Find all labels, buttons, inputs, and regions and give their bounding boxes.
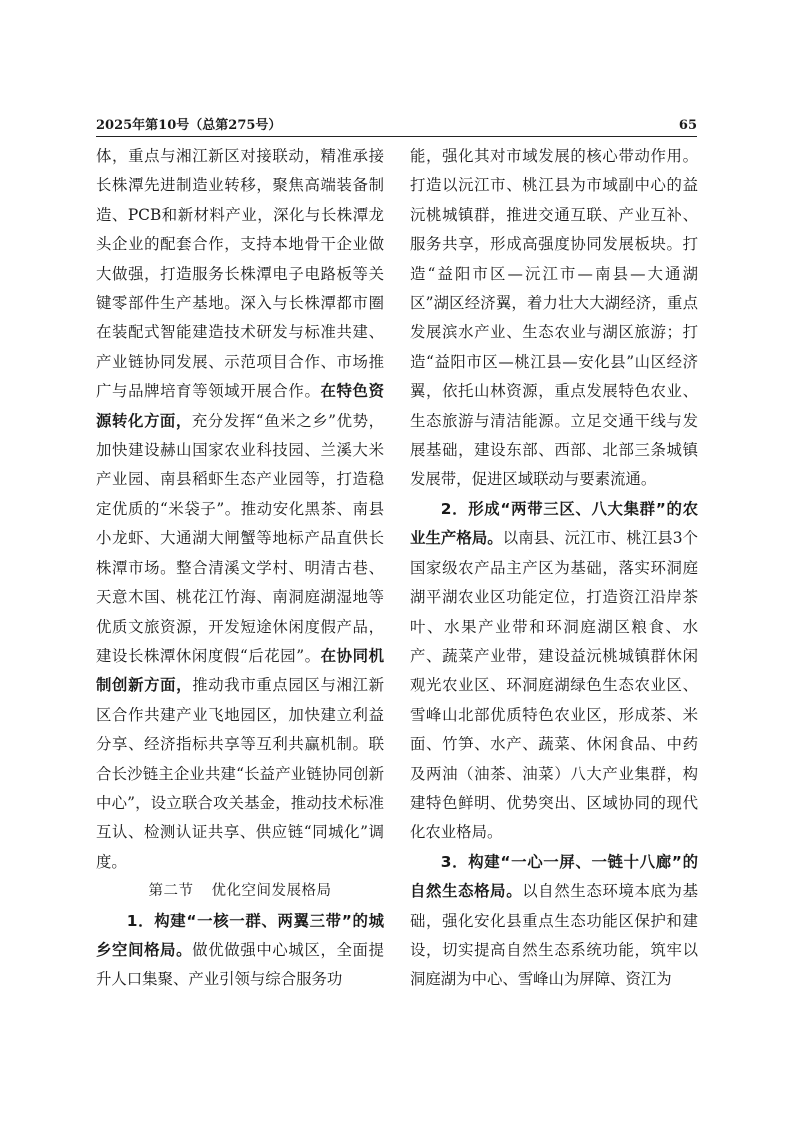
paragraph	[410, 495, 698, 848]
right-column	[410, 142, 698, 995]
left-column	[96, 142, 384, 995]
paragraph	[96, 907, 384, 995]
paragraph-text: 推动我市重点园区与湘江新区合作共建产业飞地园区，加快建立利益分享、经济指标共享等互利共赢机制。联合长沙链主企业共建“长益产业链协同创新中心”，设立联合攻关基金，推动技术标准互认、检测认证共享、供应链“同城化”调度。	[96, 676, 384, 871]
paragraph	[410, 848, 698, 995]
subsection-heading: 1．构建“一核一群、两翼三带”的城乡空间格局。	[96, 911, 384, 959]
section-number: 第二节	[148, 883, 194, 900]
paragraph	[410, 142, 698, 495]
section-title: 优化空间发展格局	[211, 883, 332, 900]
bold-lead: 在协同机制创新方面，	[96, 646, 384, 695]
paragraph-text: 能，强化其对市域发展的核心带动作用。打造以沅江市、桃江县为市域副中心的益沅桃城镇群，推进交通互联、产业互补、服务共享，形成高强度协同发展板块。打造“益阳市区—沅江市—南县—大通湖区”湖区经济翼，着力壮大大湖经济，重点发展滨水产业、生态农业与湖区旅游；打造“益阳市区—桃江县—安化县”山区经济翼，依托山林资源，重点发展特色农业、生态旅游与清洁能源。立足交通干线与发展基础，建设东部、西部、北部三条城镇发展带，促进区域联动与要素流通。	[410, 147, 698, 489]
running-header	[96, 118, 697, 137]
page-number: 65	[678, 118, 697, 133]
paragraph-text: 以自然生态环境本底为基础，强化安化县重点生态功能区保护和建设，切实提高自然生态系统功能，筑牢以洞庭湖为中心、雪峰山为屏障、资江为	[410, 882, 698, 989]
paragraph-text: 充分发挥“鱼米之乡”优势，加快建设赫山国家农业科技园、兰溪大米产业园、南县稻虾生态产业园等，打造稳定优质的“米袋子”。推动安化黑茶、南县小龙虾、大通湖大闸蟹等地标产品直供长株潭市场。整合清溪文学村、明清古巷、天意木国、桃花江竹海、南洞庭湖湿地等优质文旅资源，开发短途休闲度假产品，建设长株潭休闲度假“后花园”。	[96, 411, 384, 665]
bold-lead: 在特色资源转化方面，	[96, 382, 384, 430]
paragraph-text: 做优做强中心城区，全面提升人口集聚、产业引领与综合服务功	[96, 940, 384, 989]
issue-number: 2025年第10号（总第275号）	[96, 118, 282, 133]
paragraph	[96, 142, 384, 877]
section-heading	[96, 877, 384, 906]
subsection-heading: 2．形成“两带三区、八大集群”的农业生产格局。	[410, 499, 698, 548]
paragraph-text: 体，重点与湘江新区对接联动，精准承接长株潭先进制造业转移，聚焦高端装备制造、PCB和新材料产业，深化与长株潭龙头企业的配套合作，支持本地骨干企业做大做强，打造服务长株潭电子电路板等关键零部件生产基地。深入与长株潭都市圈在装配式智能建造技术研发与标准共建、产业链协同发展、示范项目合作、市场推广与品牌培育等领域开展合作。	[96, 147, 384, 401]
subsection-heading: 3．构建“一心一屏、一链十八廊”的自然生态格局。	[410, 852, 698, 901]
paragraph-text: 以南县、沅江市、桃江县3个国家级农产品主产区为基础，落实环洞庭湖平湖农业区功能定位，打造资江沿岸茶叶、水果产业带和环洞庭湖区粮食、水产、蔬菜产业带，建设益沅桃城镇群休闲观光农业区、环洞庭湖绿色生态农业区、雪峰山北部优质特色农业区，形成茶、米面、竹笋、水产、蔬菜、休闲食品、中药及两油（油茶、油菜）八大产业集群，构建特色鲜明、优势突出、区域协同的现代化农业格局。	[410, 529, 698, 842]
